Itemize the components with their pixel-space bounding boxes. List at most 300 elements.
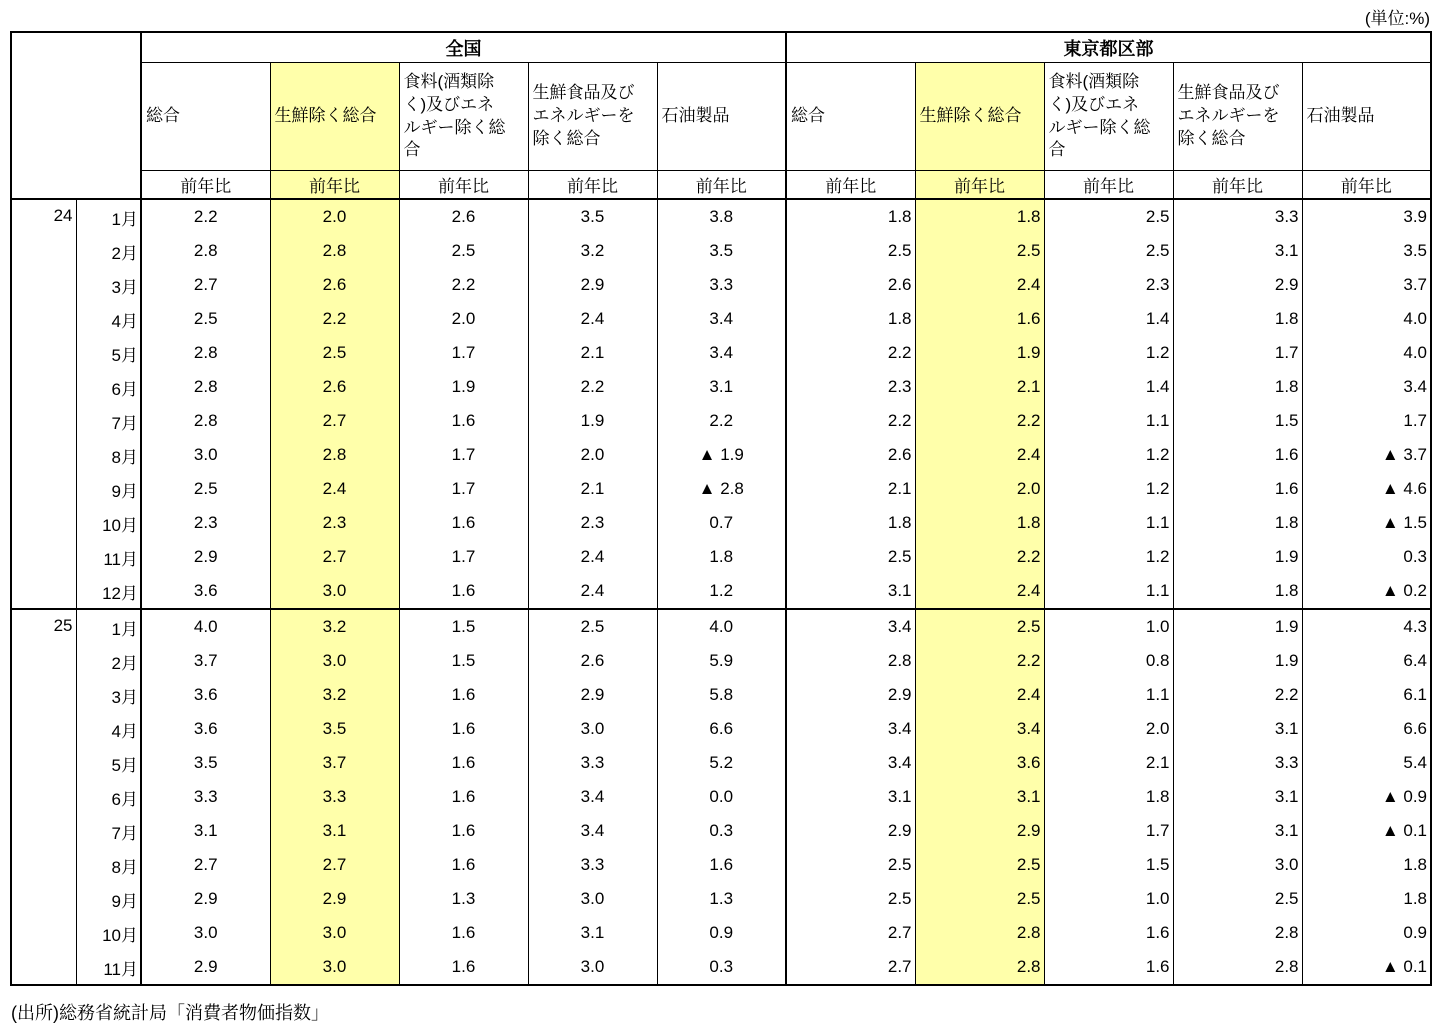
- value-cell-tokyo: 2.9: [1173, 268, 1302, 302]
- value-cell-national: 3.5: [528, 199, 657, 234]
- table-row: [11, 780, 1431, 814]
- month-cell: 6月: [76, 370, 141, 404]
- column-header-tokyo-petroleum: 石油製品: [1302, 63, 1431, 171]
- value-cell-national: 1.6: [399, 746, 528, 780]
- value-cell-tokyo: 3.1: [786, 574, 915, 609]
- value-cell-tokyo: 3.0: [1173, 848, 1302, 882]
- table-row: [11, 712, 1431, 746]
- column-header-national-ex-freshfood-energy: 生鮮食品及びエネルギーを除く総合: [528, 63, 657, 171]
- value-cell-tokyo: 3.1: [1173, 814, 1302, 848]
- table-body: [11, 199, 1431, 985]
- table-row: [11, 950, 1431, 985]
- column-header-tokyo-sogo: 総合: [786, 63, 915, 171]
- value-cell-tokyo: 2.5: [915, 234, 1044, 268]
- value-cell-national: 1.6: [399, 848, 528, 882]
- column-header-tokyo-ex-freshfood-energy: 生鮮食品及びエネルギーを除く総合: [1173, 63, 1302, 171]
- value-cell-national: 3.3: [270, 780, 399, 814]
- value-cell-national: 2.6: [528, 644, 657, 678]
- value-cell-tokyo: 1.8: [1173, 370, 1302, 404]
- value-cell-tokyo: 1.6: [1044, 950, 1173, 985]
- value-cell-tokyo: 3.1: [1173, 780, 1302, 814]
- month-cell: 8月: [76, 848, 141, 882]
- subheader-cell: 前年比: [528, 171, 657, 200]
- value-cell-national: 2.7: [270, 540, 399, 574]
- value-cell-tokyo: 2.2: [786, 336, 915, 370]
- table-row: [11, 814, 1431, 848]
- value-cell-tokyo: 1.1: [1044, 404, 1173, 438]
- value-cell-tokyo: 2.5: [786, 540, 915, 574]
- value-cell-tokyo: 2.5: [915, 882, 1044, 916]
- value-cell-tokyo: 2.0: [1044, 712, 1173, 746]
- table-row: [11, 609, 1431, 644]
- value-cell-tokyo: 1.1: [1044, 678, 1173, 712]
- value-cell-national: 6.6: [657, 712, 786, 746]
- value-cell-tokyo: 2.6: [786, 438, 915, 472]
- value-cell-national: 0.3: [657, 814, 786, 848]
- value-cell-national: 1.3: [657, 882, 786, 916]
- value-cell-tokyo: 2.1: [915, 370, 1044, 404]
- value-cell-national: 2.9: [141, 882, 270, 916]
- value-cell-tokyo: 1.9: [915, 336, 1044, 370]
- month-cell: 9月: [76, 472, 141, 506]
- value-cell-tokyo: 3.5: [1302, 234, 1431, 268]
- month-cell: 1月: [76, 609, 141, 644]
- value-cell-tokyo: 1.7: [1173, 336, 1302, 370]
- value-cell-tokyo: 2.5: [786, 234, 915, 268]
- value-cell-national: 1.2: [657, 574, 786, 609]
- value-cell-tokyo: ▲ 0.2: [1302, 574, 1431, 609]
- value-cell-tokyo: 2.3: [786, 370, 915, 404]
- value-cell-tokyo: 2.8: [1173, 916, 1302, 950]
- value-cell-national: 1.6: [399, 678, 528, 712]
- value-cell-national: 3.1: [270, 814, 399, 848]
- group-header-row: [11, 32, 1431, 63]
- value-cell-tokyo: 0.3: [1302, 540, 1431, 574]
- value-cell-national: 1.6: [399, 780, 528, 814]
- month-cell: 10月: [76, 916, 141, 950]
- month-cell: 7月: [76, 404, 141, 438]
- value-cell-national: 2.3: [528, 506, 657, 540]
- value-cell-national: 2.5: [528, 609, 657, 644]
- source-note: (出所)総務省統計局「消費者物価指数」: [11, 1003, 329, 1023]
- value-cell-tokyo: 1.0: [1044, 609, 1173, 644]
- value-cell-national: 5.9: [657, 644, 786, 678]
- value-cell-tokyo: 1.6: [1173, 438, 1302, 472]
- value-cell-tokyo: 1.8: [1173, 506, 1302, 540]
- value-cell-national: 5.8: [657, 678, 786, 712]
- value-cell-national: 2.2: [528, 370, 657, 404]
- value-cell-national: 4.0: [141, 609, 270, 644]
- value-cell-national: 1.7: [399, 472, 528, 506]
- value-cell-national: 3.2: [270, 609, 399, 644]
- value-cell-tokyo: 1.9: [1173, 609, 1302, 644]
- value-cell-national: 2.9: [270, 882, 399, 916]
- value-cell-tokyo: 3.4: [786, 712, 915, 746]
- value-cell-tokyo: 1.8: [786, 199, 915, 234]
- table-row: [11, 199, 1431, 234]
- value-cell-national: 3.5: [270, 712, 399, 746]
- year-cell: 24: [11, 199, 76, 609]
- value-cell-tokyo: 6.1: [1302, 678, 1431, 712]
- value-cell-tokyo: 1.9: [1173, 644, 1302, 678]
- value-cell-national: 3.7: [141, 644, 270, 678]
- value-cell-tokyo: 1.8: [786, 302, 915, 336]
- value-cell-national: 3.0: [528, 712, 657, 746]
- value-cell-national: 3.6: [141, 574, 270, 609]
- value-cell-tokyo: 1.5: [1044, 848, 1173, 882]
- value-cell-tokyo: 2.5: [1173, 882, 1302, 916]
- value-cell-tokyo: 3.4: [786, 746, 915, 780]
- month-cell: 8月: [76, 438, 141, 472]
- value-cell-tokyo: 2.0: [915, 472, 1044, 506]
- value-cell-national: 3.0: [141, 916, 270, 950]
- value-cell-tokyo: 0.9: [1302, 916, 1431, 950]
- value-cell-tokyo: 2.8: [1173, 950, 1302, 985]
- value-cell-national: 3.3: [657, 268, 786, 302]
- value-cell-tokyo: 4.0: [1302, 302, 1431, 336]
- value-cell-national: 1.9: [528, 404, 657, 438]
- value-cell-tokyo: 2.6: [786, 268, 915, 302]
- value-cell-tokyo: 1.1: [1044, 506, 1173, 540]
- subheader-cell: 前年比: [270, 171, 399, 200]
- value-cell-national: 1.6: [657, 848, 786, 882]
- value-cell-tokyo: 2.8: [915, 916, 1044, 950]
- value-cell-national: 3.5: [657, 234, 786, 268]
- value-cell-national: 3.0: [270, 574, 399, 609]
- month-cell: 11月: [76, 950, 141, 985]
- value-cell-national: 1.6: [399, 574, 528, 609]
- value-cell-tokyo: 1.8: [1302, 882, 1431, 916]
- month-cell: 2月: [76, 644, 141, 678]
- group-header-tokyo: 東京都区部: [786, 32, 1431, 63]
- value-cell-tokyo: 2.1: [786, 472, 915, 506]
- value-cell-national: 2.7: [270, 848, 399, 882]
- value-cell-national: 2.8: [141, 336, 270, 370]
- month-cell: 3月: [76, 268, 141, 302]
- value-cell-tokyo: 2.3: [1044, 268, 1173, 302]
- month-cell: 2月: [76, 234, 141, 268]
- value-cell-national: 1.8: [657, 540, 786, 574]
- table-row: [11, 302, 1431, 336]
- value-cell-national: 2.6: [399, 199, 528, 234]
- value-cell-tokyo: ▲ 1.5: [1302, 506, 1431, 540]
- value-cell-tokyo: 2.9: [786, 678, 915, 712]
- month-cell: 7月: [76, 814, 141, 848]
- value-cell-tokyo: 3.1: [1173, 712, 1302, 746]
- unit-note: (単位:%): [1364, 9, 1430, 28]
- value-cell-tokyo: 2.8: [915, 950, 1044, 985]
- value-cell-national: 3.8: [657, 199, 786, 234]
- value-cell-national: 2.1: [528, 472, 657, 506]
- corner-cell: [11, 32, 141, 199]
- value-cell-tokyo: 2.1: [1044, 746, 1173, 780]
- subheader-cell: 前年比: [141, 171, 270, 200]
- group-header-national: 全国: [141, 32, 786, 63]
- month-cell: 10月: [76, 506, 141, 540]
- value-cell-national: 2.5: [399, 234, 528, 268]
- value-cell-national: 3.0: [528, 882, 657, 916]
- value-cell-tokyo: 2.9: [915, 814, 1044, 848]
- column-header-national-ex-food-energy: 食料(酒類除く)及びエネルギー除く総合: [399, 63, 528, 171]
- value-cell-national: 2.4: [528, 540, 657, 574]
- value-cell-tokyo: 5.4: [1302, 746, 1431, 780]
- value-cell-national: 1.7: [399, 438, 528, 472]
- value-cell-national: 1.9: [399, 370, 528, 404]
- table-row: [11, 916, 1431, 950]
- month-cell: 9月: [76, 882, 141, 916]
- value-cell-national: 2.3: [270, 506, 399, 540]
- value-cell-tokyo: 2.5: [786, 848, 915, 882]
- value-cell-tokyo: 4.3: [1302, 609, 1431, 644]
- table-row: [11, 746, 1431, 780]
- value-cell-tokyo: 0.8: [1044, 644, 1173, 678]
- value-cell-tokyo: 2.2: [1173, 678, 1302, 712]
- value-cell-tokyo: 1.6: [1173, 472, 1302, 506]
- value-cell-tokyo: 2.4: [915, 268, 1044, 302]
- value-cell-tokyo: 3.7: [1302, 268, 1431, 302]
- value-cell-national: 3.4: [657, 302, 786, 336]
- value-cell-tokyo: 1.6: [1044, 916, 1173, 950]
- table-row: [11, 472, 1431, 506]
- table-row: [11, 336, 1431, 370]
- value-cell-national: 1.6: [399, 404, 528, 438]
- value-cell-national: 0.7: [657, 506, 786, 540]
- value-cell-tokyo: 1.7: [1302, 404, 1431, 438]
- value-cell-tokyo: 1.5: [1173, 404, 1302, 438]
- subheader-cell: 前年比: [1173, 171, 1302, 200]
- value-cell-national: 1.6: [399, 712, 528, 746]
- value-cell-tokyo: ▲ 0.9: [1302, 780, 1431, 814]
- column-header-tokyo-ex-food-energy: 食料(酒類除く)及びエネルギー除く総合: [1044, 63, 1173, 171]
- value-cell-national: 0.9: [657, 916, 786, 950]
- value-cell-national: 2.7: [141, 268, 270, 302]
- value-cell-tokyo: 2.2: [915, 404, 1044, 438]
- value-cell-national: 2.6: [270, 268, 399, 302]
- value-cell-national: 3.0: [270, 644, 399, 678]
- value-cell-tokyo: 1.8: [1302, 848, 1431, 882]
- value-cell-national: 2.4: [270, 472, 399, 506]
- value-cell-tokyo: 2.5: [1044, 199, 1173, 234]
- subheader-cell: 前年比: [915, 171, 1044, 200]
- value-cell-national: 2.4: [528, 574, 657, 609]
- value-cell-national: 2.4: [528, 302, 657, 336]
- column-header-national-ex-fresh: 生鮮除く総合: [270, 63, 399, 171]
- value-cell-tokyo: 1.2: [1044, 336, 1173, 370]
- value-cell-national: 2.8: [270, 438, 399, 472]
- value-cell-national: 2.9: [528, 678, 657, 712]
- value-cell-national: 5.2: [657, 746, 786, 780]
- value-cell-national: 2.0: [399, 302, 528, 336]
- value-cell-tokyo: 1.8: [1044, 780, 1173, 814]
- value-cell-national: 3.3: [141, 780, 270, 814]
- value-cell-tokyo: 3.3: [1173, 199, 1302, 234]
- value-cell-tokyo: 1.4: [1044, 370, 1173, 404]
- value-cell-national: 1.6: [399, 916, 528, 950]
- value-cell-national: 2.2: [270, 302, 399, 336]
- value-cell-national: ▲ 1.9: [657, 438, 786, 472]
- value-cell-tokyo: 1.6: [915, 302, 1044, 336]
- value-cell-national: 3.6: [141, 678, 270, 712]
- month-cell: 5月: [76, 746, 141, 780]
- value-cell-national: 2.9: [141, 950, 270, 985]
- value-cell-tokyo: 6.4: [1302, 644, 1431, 678]
- value-cell-national: 2.5: [270, 336, 399, 370]
- value-cell-national: 0.3: [657, 950, 786, 985]
- value-cell-national: 4.0: [657, 609, 786, 644]
- value-cell-tokyo: ▲ 0.1: [1302, 950, 1431, 985]
- value-cell-tokyo: 3.4: [786, 609, 915, 644]
- value-cell-tokyo: ▲ 3.7: [1302, 438, 1431, 472]
- table-row: [11, 506, 1431, 540]
- value-cell-tokyo: 2.7: [786, 916, 915, 950]
- value-cell-tokyo: 1.2: [1044, 540, 1173, 574]
- value-cell-national: 2.7: [270, 404, 399, 438]
- subheader-cell: 前年比: [1302, 171, 1431, 200]
- value-cell-tokyo: 3.9: [1302, 199, 1431, 234]
- value-cell-national: 1.5: [399, 609, 528, 644]
- table-row: [11, 370, 1431, 404]
- value-cell-national: 2.8: [141, 404, 270, 438]
- value-cell-national: 3.3: [528, 848, 657, 882]
- value-cell-tokyo: 1.4: [1044, 302, 1173, 336]
- value-cell-national: 2.2: [399, 268, 528, 302]
- value-cell-tokyo: 2.4: [915, 678, 1044, 712]
- value-cell-tokyo: 2.2: [915, 644, 1044, 678]
- value-cell-tokyo: 2.5: [1044, 234, 1173, 268]
- value-cell-national: 2.7: [141, 848, 270, 882]
- value-cell-national: 3.4: [528, 814, 657, 848]
- column-header-tokyo-ex-fresh: 生鮮除く総合: [915, 63, 1044, 171]
- year-cell: 25: [11, 609, 76, 985]
- column-header-national-sogo: 総合: [141, 63, 270, 171]
- value-cell-national: 1.3: [399, 882, 528, 916]
- value-cell-tokyo: 1.8: [915, 506, 1044, 540]
- value-cell-tokyo: 3.1: [786, 780, 915, 814]
- value-cell-national: 1.6: [399, 950, 528, 985]
- value-cell-national: 2.8: [141, 370, 270, 404]
- subheader-cell: 前年比: [1044, 171, 1173, 200]
- value-cell-national: 1.6: [399, 814, 528, 848]
- value-cell-national: 2.5: [141, 302, 270, 336]
- value-cell-tokyo: 1.8: [1173, 574, 1302, 609]
- subheader-cell: 前年比: [399, 171, 528, 200]
- value-cell-national: 3.1: [657, 370, 786, 404]
- value-cell-national: 3.1: [141, 814, 270, 848]
- value-cell-national: 3.0: [528, 950, 657, 985]
- value-cell-national: 3.2: [528, 234, 657, 268]
- value-cell-national: 3.4: [657, 336, 786, 370]
- table-row: [11, 644, 1431, 678]
- value-cell-national: 3.1: [528, 916, 657, 950]
- table-row: [11, 574, 1431, 609]
- value-cell-tokyo: 1.2: [1044, 438, 1173, 472]
- table-row: [11, 678, 1431, 712]
- value-cell-national: 0.0: [657, 780, 786, 814]
- value-cell-tokyo: 3.4: [1302, 370, 1431, 404]
- value-cell-national: 3.0: [141, 438, 270, 472]
- value-cell-tokyo: ▲ 0.1: [1302, 814, 1431, 848]
- value-cell-national: 3.5: [141, 746, 270, 780]
- value-cell-tokyo: ▲ 4.6: [1302, 472, 1431, 506]
- value-cell-national: 1.7: [399, 540, 528, 574]
- value-cell-tokyo: 2.2: [786, 404, 915, 438]
- value-cell-national: 2.1: [528, 336, 657, 370]
- subheader-row: [11, 171, 1431, 200]
- value-cell-national: 2.5: [141, 472, 270, 506]
- value-cell-national: 3.3: [528, 746, 657, 780]
- value-cell-tokyo: 3.6: [915, 746, 1044, 780]
- column-header-national-petroleum: 石油製品: [657, 63, 786, 171]
- value-cell-tokyo: 2.9: [786, 814, 915, 848]
- value-cell-tokyo: 3.1: [1173, 234, 1302, 268]
- value-cell-tokyo: 1.8: [1173, 302, 1302, 336]
- value-cell-national: 2.0: [270, 199, 399, 234]
- value-cell-tokyo: 2.8: [786, 644, 915, 678]
- month-cell: 3月: [76, 678, 141, 712]
- table-row: [11, 404, 1431, 438]
- value-cell-national: 2.0: [528, 438, 657, 472]
- month-cell: 4月: [76, 712, 141, 746]
- subheader-cell: 前年比: [786, 171, 915, 200]
- cpi-table: [10, 31, 1432, 986]
- month-cell: 12月: [76, 574, 141, 609]
- value-cell-tokyo: 2.5: [786, 882, 915, 916]
- value-cell-national: 3.7: [270, 746, 399, 780]
- value-cell-national: 2.3: [141, 506, 270, 540]
- table-row: [11, 438, 1431, 472]
- value-cell-tokyo: 2.4: [915, 574, 1044, 609]
- value-cell-national: 3.0: [270, 916, 399, 950]
- value-cell-national: 2.6: [270, 370, 399, 404]
- subheader-cell: 前年比: [657, 171, 786, 200]
- month-cell: 6月: [76, 780, 141, 814]
- column-header-row: [11, 63, 1431, 171]
- value-cell-tokyo: 3.4: [915, 712, 1044, 746]
- month-cell: 1月: [76, 199, 141, 234]
- value-cell-tokyo: 1.7: [1044, 814, 1173, 848]
- value-cell-tokyo: 1.8: [786, 506, 915, 540]
- value-cell-tokyo: 2.4: [915, 438, 1044, 472]
- value-cell-tokyo: 3.1: [915, 780, 1044, 814]
- value-cell-national: 2.2: [141, 199, 270, 234]
- value-cell-tokyo: 1.1: [1044, 574, 1173, 609]
- value-cell-national: 2.9: [528, 268, 657, 302]
- value-cell-tokyo: 3.3: [1173, 746, 1302, 780]
- value-cell-national: 3.4: [528, 780, 657, 814]
- value-cell-national: 2.9: [141, 540, 270, 574]
- table-row: [11, 268, 1431, 302]
- value-cell-national: 2.8: [270, 234, 399, 268]
- value-cell-tokyo: 4.0: [1302, 336, 1431, 370]
- value-cell-national: 2.8: [141, 234, 270, 268]
- value-cell-tokyo: 6.6: [1302, 712, 1431, 746]
- value-cell-tokyo: 2.2: [915, 540, 1044, 574]
- table-row: [11, 848, 1431, 882]
- value-cell-national: 1.5: [399, 644, 528, 678]
- value-cell-national: 1.6: [399, 506, 528, 540]
- table-row: [11, 540, 1431, 574]
- value-cell-national: 2.2: [657, 404, 786, 438]
- value-cell-tokyo: 1.9: [1173, 540, 1302, 574]
- table-row: [11, 234, 1431, 268]
- month-cell: 4月: [76, 302, 141, 336]
- month-cell: 5月: [76, 336, 141, 370]
- value-cell-national: 3.0: [270, 950, 399, 985]
- value-cell-tokyo: 1.0: [1044, 882, 1173, 916]
- value-cell-tokyo: 1.8: [915, 199, 1044, 234]
- table-row: [11, 882, 1431, 916]
- value-cell-national: 3.6: [141, 712, 270, 746]
